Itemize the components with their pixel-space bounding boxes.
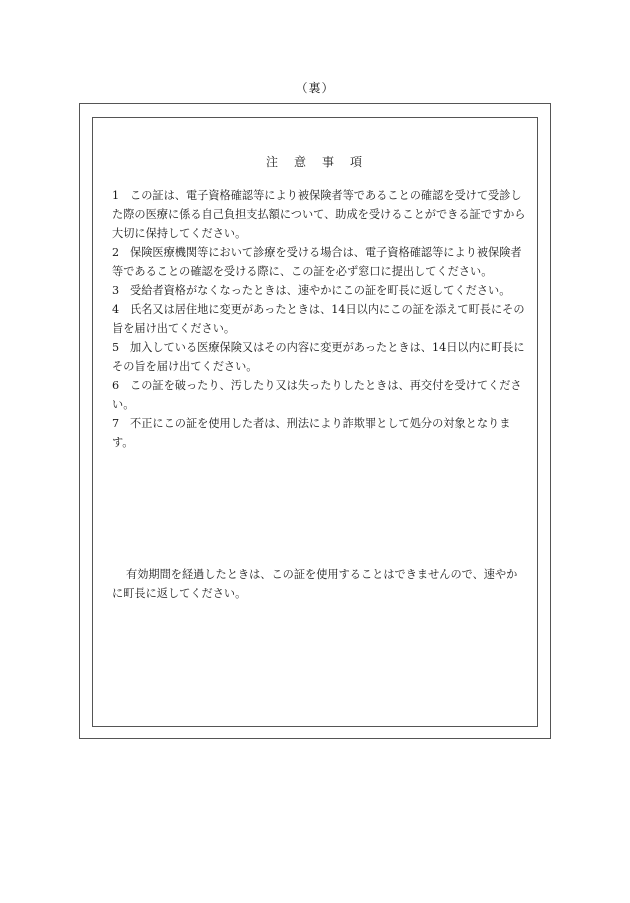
- notice-item-number: 4: [112, 303, 120, 316]
- notice-item-text: 保険医療機関等において診療を受ける場合は、電子資格確認等により被保険者等であることの確認を受ける際に、この証を必ず窓口に提出してください。: [112, 246, 522, 278]
- page-side-label: （裏）: [295, 81, 335, 95]
- notice-item: [112, 414, 526, 452]
- notice-item: [112, 186, 526, 243]
- notice-item-text: 加入している医療保険又はその内容に変更があったときは、14日以内に町長にその旨を届け出てください。: [112, 341, 525, 373]
- notice-item: [112, 243, 526, 281]
- outer-border-frame: [79, 103, 551, 739]
- notice-item-text: この証は、電子資格確認等により被保険者等であることの確認を受けて受診した際の医療に係る自己負担支払額について、助成を受けることができる証ですから大切に保持してください。: [112, 189, 526, 240]
- notice-item-number: 2: [112, 246, 120, 259]
- notice-item-text: 不正にこの証を使用した者は、刑法により詐欺罪として処分の対象となります。: [112, 417, 511, 449]
- notice-item: [112, 281, 526, 300]
- notice-item-number: 5: [112, 341, 120, 354]
- notice-item-list: [112, 186, 526, 452]
- expiry-closing-note: 有効期間を経過したときは、この証を使用することはできませんので、速やかに町長に返してください。: [112, 568, 518, 600]
- notice-title: 注 意 事 項: [265, 155, 364, 169]
- notice-item: [112, 376, 526, 414]
- inner-border-frame: [92, 117, 538, 727]
- notice-item: [112, 300, 526, 338]
- notice-item-text: この証を破ったり、汚したり又は失ったりしたときは、再交付を受けてください。: [112, 379, 522, 411]
- notice-item: [112, 338, 526, 376]
- notice-item-number: 6: [112, 379, 120, 392]
- notice-item-text: 受給者資格がなくなったときは、速やかにこの証を町長に返してください。: [130, 284, 511, 297]
- notice-item-number: 7: [112, 417, 120, 430]
- notice-item-number: 1: [112, 189, 120, 202]
- notice-item-text: 氏名又は居住地に変更があったときは、14日以内にこの証を添えて町長にその旨を届け出てください。: [112, 303, 525, 335]
- notice-item-number: 3: [112, 284, 120, 297]
